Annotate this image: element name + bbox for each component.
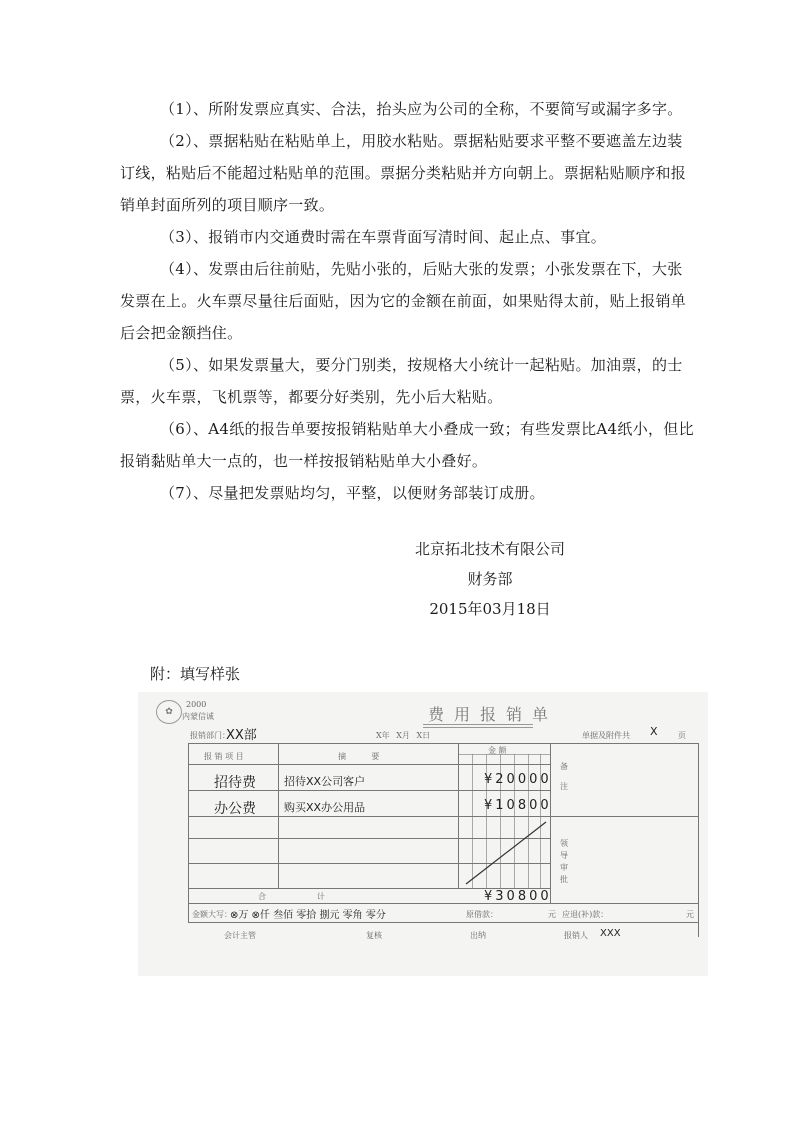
footer-accountant: 会计主管 xyxy=(224,931,256,940)
row-2-amount: ¥10800 xyxy=(484,798,552,813)
signature-date: 2015年03月18日 xyxy=(429,600,551,618)
rule-5: （5）、如果发票量大，要分门别类，按规格大小统计一起粘贴。加油票，的士票，火车票，飞机票等，都要分好类别，先小后大粘贴。 xyxy=(120,356,683,406)
row-1-amount: ¥20000 xyxy=(484,772,552,787)
grid-line xyxy=(188,922,698,923)
logo-year: 2000 xyxy=(186,700,207,709)
dept-value: XX部 xyxy=(226,728,257,743)
company-name: 北京拓北技术有限公司 xyxy=(414,540,565,558)
grid-line xyxy=(188,903,189,922)
grid-line xyxy=(550,816,698,817)
borrow-unit: 元 xyxy=(548,910,556,919)
total-label: 合 计 xyxy=(258,892,325,901)
refund-unit: 元 xyxy=(686,910,694,919)
footer-cashier: 出纳 xyxy=(470,931,486,940)
form-title: 费用报销单 xyxy=(428,705,559,724)
grid-line xyxy=(550,743,551,903)
rule-7: （7）、尽量把发票贴均匀，平整，以便财务部装订成册。 xyxy=(160,484,545,502)
form-date: X年 X月 X日 xyxy=(376,731,431,740)
col-item-header: 报 销 项 目 xyxy=(204,752,244,761)
grid-line xyxy=(188,743,189,903)
col-summary-header: 摘 要 xyxy=(338,752,380,761)
refund-label: 应退(补)款： xyxy=(562,910,609,919)
col-note-header: 备 注 xyxy=(560,762,568,791)
title-underline-2 xyxy=(423,727,533,728)
dept-label: 报销部门： xyxy=(190,731,230,740)
logo-icon: ✿ xyxy=(156,700,182,724)
footer-review: 复核 xyxy=(366,931,382,940)
title-underline xyxy=(423,724,533,725)
capital-label: 金额大写： xyxy=(192,910,232,919)
department-name: 财务部 xyxy=(467,570,513,588)
rule-2: （2）、票据粘贴在粘贴单上，用胶水粘贴。票据粘贴要求平整不要遮盖左边装订线，粘贴后不能超过粘贴单的范围。票据分类粘贴并方向朝上。票据粘贴顺序和报销单封面所列的项目顺序一致。 xyxy=(120,132,687,214)
row-1-summary: 招待XX公司客户 xyxy=(284,775,366,788)
rule-3: （3）、报销市内交通费时需在车票背面写清时间、起止点、事宜。 xyxy=(160,228,607,246)
grid-line xyxy=(188,764,550,765)
row-2-summary: 购买XX办公用品 xyxy=(284,801,366,814)
logo-brand: 内蒙信诚 xyxy=(182,712,214,721)
borrow-label: 原借款： xyxy=(466,910,498,919)
total-amount: ¥30800 xyxy=(484,889,552,904)
grid-line xyxy=(698,743,699,937)
capital-value: ⊗万 ⊗仟 叁佰 零拾 捌元 零角 零分 xyxy=(230,910,386,921)
grid-line xyxy=(188,903,698,904)
col-approve-header: 领 导 审 批 xyxy=(560,839,568,884)
col-amount-header: 金 额 xyxy=(488,746,507,755)
cancel-line xyxy=(458,816,550,888)
signature-block xyxy=(390,534,590,624)
attach-unit: 页 xyxy=(678,731,686,740)
rules-list xyxy=(120,93,694,509)
rule-6: （6）、A4纸的报告单要按报销粘贴单大小叠成一致；有些发票比A4纸小，但比报销黏贴单大一点的，也一样按报销粘贴单大小叠好。 xyxy=(120,420,694,470)
rule-1: （1）、所附发票应真实、合法，抬头应为公司的全称，不要简写或漏字多字。 xyxy=(160,100,683,118)
attachment-label: 附：填写样张 xyxy=(150,665,241,683)
rule-4: （4）、发票由后往前贴，先贴小张的，后贴大张的发票；小张发票在下，大张发票在上。火车票尽量往后面贴，因为它的金额在前面，如果贴得太前，贴上报销单后会把金额挡住。 xyxy=(120,260,687,342)
grid-line xyxy=(188,743,698,744)
row-2-item: 办公费 xyxy=(214,801,256,817)
attach-label: 单据及附件共 xyxy=(582,731,630,740)
footer-claimant-label: 报销人 xyxy=(564,931,588,940)
footer-claimant-value: XXX xyxy=(600,928,621,939)
sample-expense-form xyxy=(138,692,708,976)
row-1-item: 招待费 xyxy=(214,775,256,791)
attach-value: X xyxy=(650,725,658,738)
